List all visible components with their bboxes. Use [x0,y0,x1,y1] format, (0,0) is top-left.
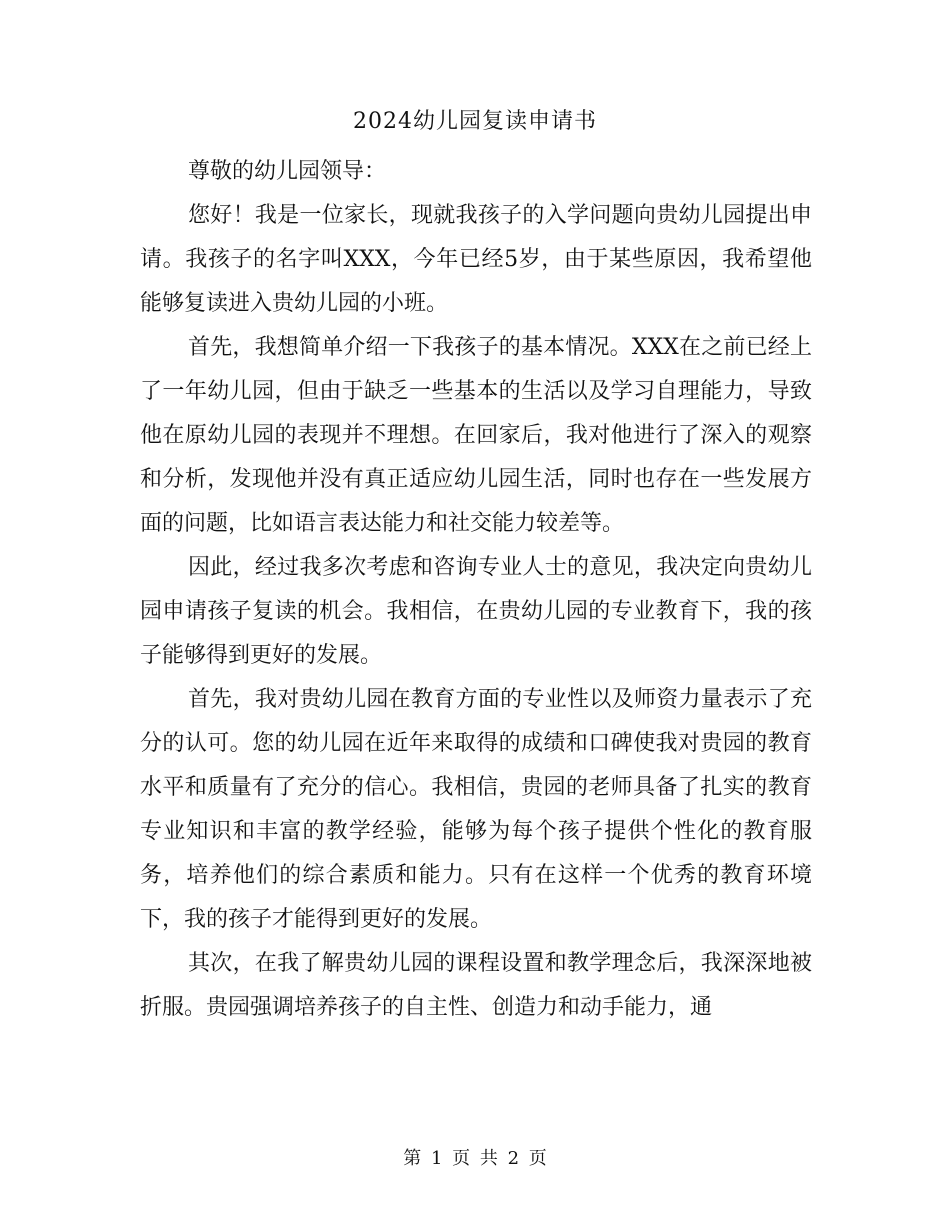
paragraph-2: 首先，我想简单介绍一下我孩子的基本情况。XXX在之前已经上了一年幼儿园，但由于缺乏一些基本的生活以及学习自理能力，导致他在原幼儿园的表现并不理想。在回家后，我对他进行了深入的观察和分析，发现他并没有真正适应幼儿园生活，同时也存在一些发展方面的问题，比如语言表达能力和社交能力较差等。 [140,335,812,536]
paragraph-4: 首先，我对贵幼儿园在教育方面的专业性以及师资力量表示了充分的认可。您的幼儿园在近年来取得的成绩和口碑使我对贵园的教育水平和质量有了充分的信心。我相信，贵园的老师具备了扎实的教育专业知识和丰富的教学经验，能够为每个孩子提供个性化的教育服务，培养他们的综合素质和能力。只有在这样一个优秀的教育环境下，我的孩子才能得到更好的发展。 [140,687,812,932]
paragraph-1: 您好！我是一位家长，现就我孩子的入学问题向贵幼儿园提出申请。我孩子的名字叫XXX，今年已经5岁，由于某些原因，我希望他能够复读进入贵幼儿园的小班。 [140,203,812,316]
page-number-footer: 第 1 页 共 2 页 [403,1148,547,1169]
salutation: 尊敬的幼儿园领导： [188,159,387,184]
paragraph-3: 因此，经过我多次考虑和咨询专业人士的意见，我决定向贵幼儿园申请孩子复读的机会。我相信，在贵幼儿园的专业教育下，我的孩子能够得到更好的发展。 [140,555,812,668]
document-title: 2024幼儿园复读申请书 [353,109,597,134]
paragraph-5: 其次，在我了解贵幼儿园的课程设置和教学理念后，我深深地被折服。贵园强调培养孩子的自主性、创造力和动手能力，通 [140,951,812,1020]
document-body [140,150,812,1030]
